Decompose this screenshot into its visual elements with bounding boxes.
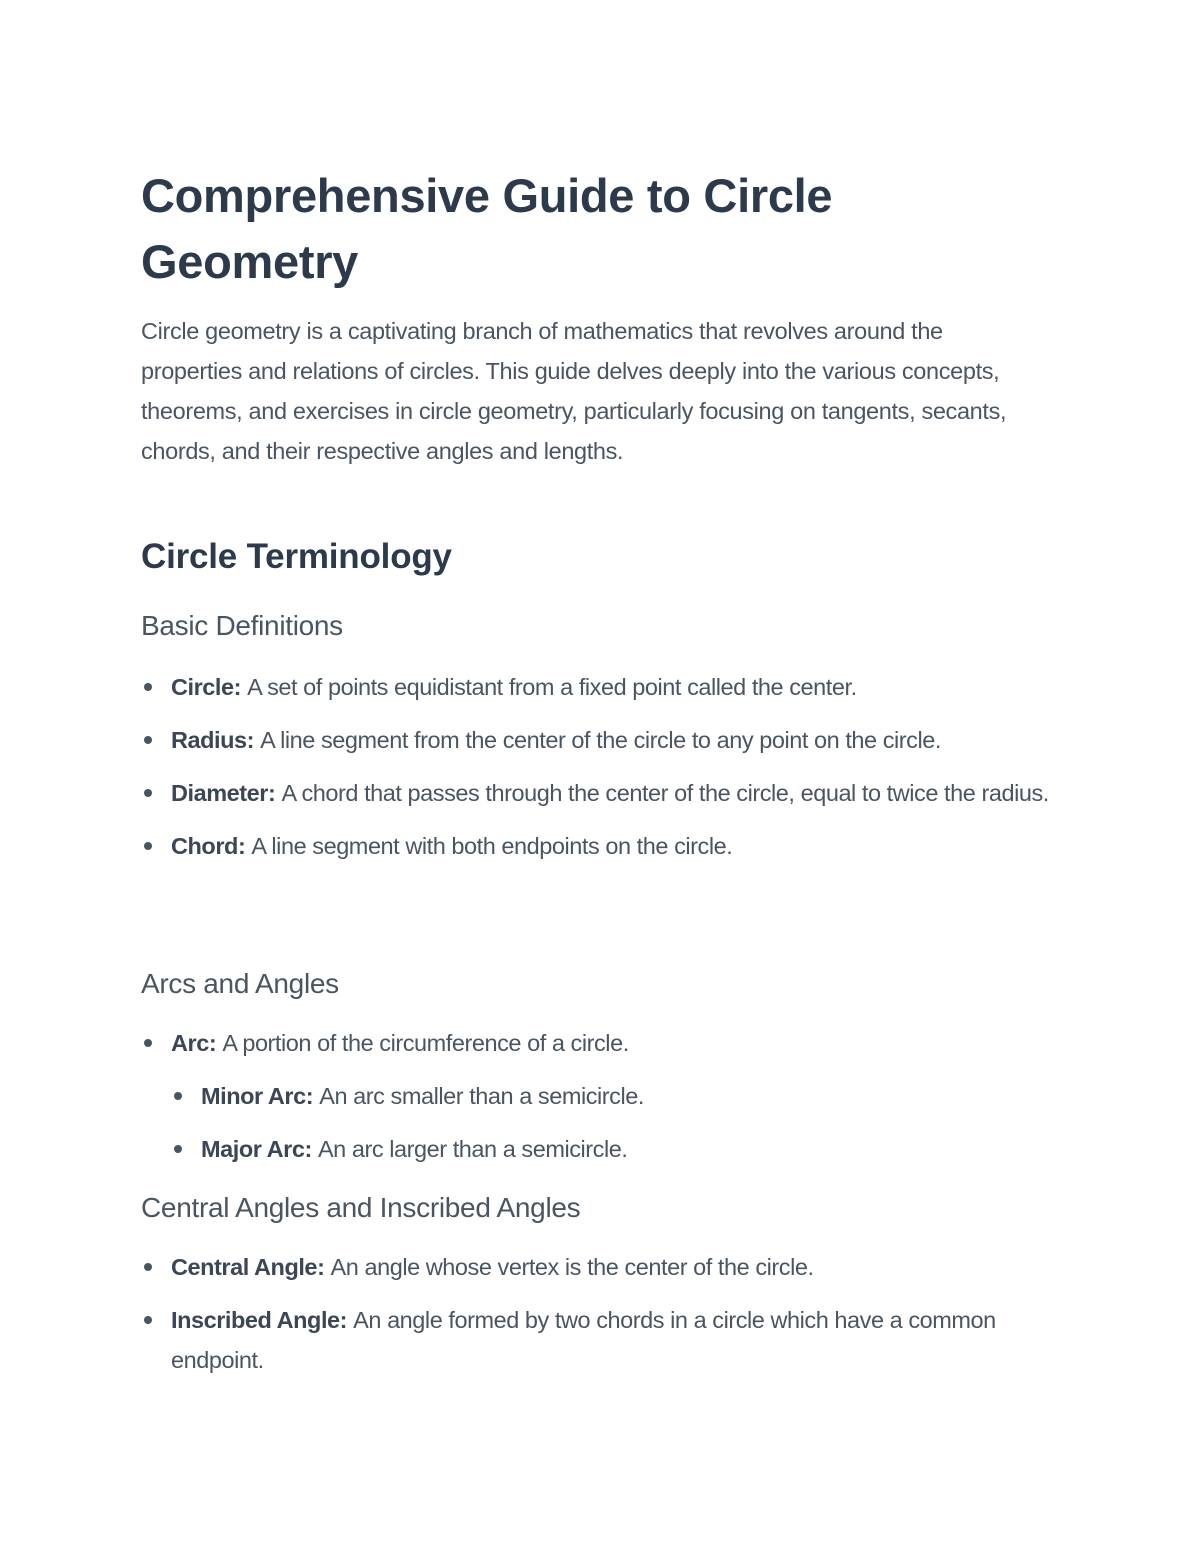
term-label: Inscribed Angle	[171, 1307, 340, 1333]
term-definition: An angle whose vertex is the center of the circle.	[330, 1254, 814, 1280]
term-definition: A set of points equidistant from a fixed point called the center.	[247, 674, 857, 700]
term-definition: An arc smaller than a semicircle.	[319, 1083, 644, 1109]
list-item	[141, 1023, 1071, 1063]
bullet-icon	[174, 1092, 182, 1100]
term-definition: A line segment with both endpoints on the circle.	[251, 833, 733, 859]
section-heading-circle-terminology: Circle Terminology	[141, 537, 452, 576]
arcs-and-angles-list	[141, 1023, 1071, 1182]
term-separator: :	[317, 1254, 331, 1280]
term-label: Diameter	[171, 780, 268, 806]
subsection-heading-basic-definitions: Basic Definitions	[141, 610, 343, 641]
bullet-icon	[144, 789, 152, 797]
term-separator: :	[305, 1083, 320, 1109]
term-label: Radius	[171, 727, 247, 753]
list-item-nested	[171, 1129, 1071, 1169]
list-item	[141, 773, 1071, 813]
term-separator: :	[246, 727, 261, 753]
term-definition: An angle formed by two chords in a circle which have a common endpoint.	[171, 1307, 996, 1373]
term-definition: A chord that passes through the center of the circle, equal to twice the radius.	[281, 780, 1049, 806]
bullet-icon	[144, 842, 152, 850]
term-label: Minor Arc	[201, 1083, 306, 1109]
list-item-nested	[171, 1076, 1071, 1116]
term-label: Central Angle	[171, 1254, 318, 1280]
bullet-icon	[144, 736, 152, 744]
term-label: Chord	[171, 833, 238, 859]
term-separator: :	[237, 833, 252, 859]
central-inscribed-angles-list	[141, 1247, 1071, 1393]
list-item	[141, 1300, 1071, 1380]
term-separator: :	[267, 780, 282, 806]
term-label: Circle	[171, 674, 234, 700]
bullet-icon	[144, 1039, 152, 1047]
term-separator: :	[339, 1307, 354, 1333]
term-definition: An arc larger than a semicircle.	[317, 1136, 628, 1162]
basic-definitions-list	[141, 667, 1071, 879]
bullet-icon	[144, 683, 152, 691]
term-definition: A line segment from the center of the circle to any point on the circle.	[260, 727, 941, 753]
list-item	[141, 826, 1071, 866]
term-label: Arc	[171, 1030, 209, 1056]
list-item	[141, 1247, 1071, 1287]
bullet-icon	[174, 1145, 182, 1153]
term-definition: A portion of the circumference of a circle.	[222, 1030, 629, 1056]
bullet-icon	[144, 1316, 152, 1324]
bullet-icon	[144, 1263, 152, 1271]
list-item	[141, 667, 1071, 707]
term-label: Major Arc	[201, 1136, 305, 1162]
term-separator: :	[304, 1136, 318, 1162]
subsection-heading-arcs-and-angles: Arcs and Angles	[141, 968, 339, 999]
list-item	[141, 720, 1071, 760]
term-separator: :	[208, 1030, 223, 1056]
term-separator: :	[233, 674, 248, 700]
intro-paragraph: Circle geometry is a captivating branch of mathematics that revolves around the properties and relations of circles. This guide delves deeply into the various concepts, theorems, and exercises in circle geometry, particularly focusing on tangents, secants, chords, and their respective angles and lengths.	[141, 318, 1007, 464]
page-title: Comprehensive Guide to Circle Geometry	[141, 169, 833, 288]
subsection-heading-central-and-inscribed-angles: Central Angles and Inscribed Angles	[141, 1192, 581, 1223]
